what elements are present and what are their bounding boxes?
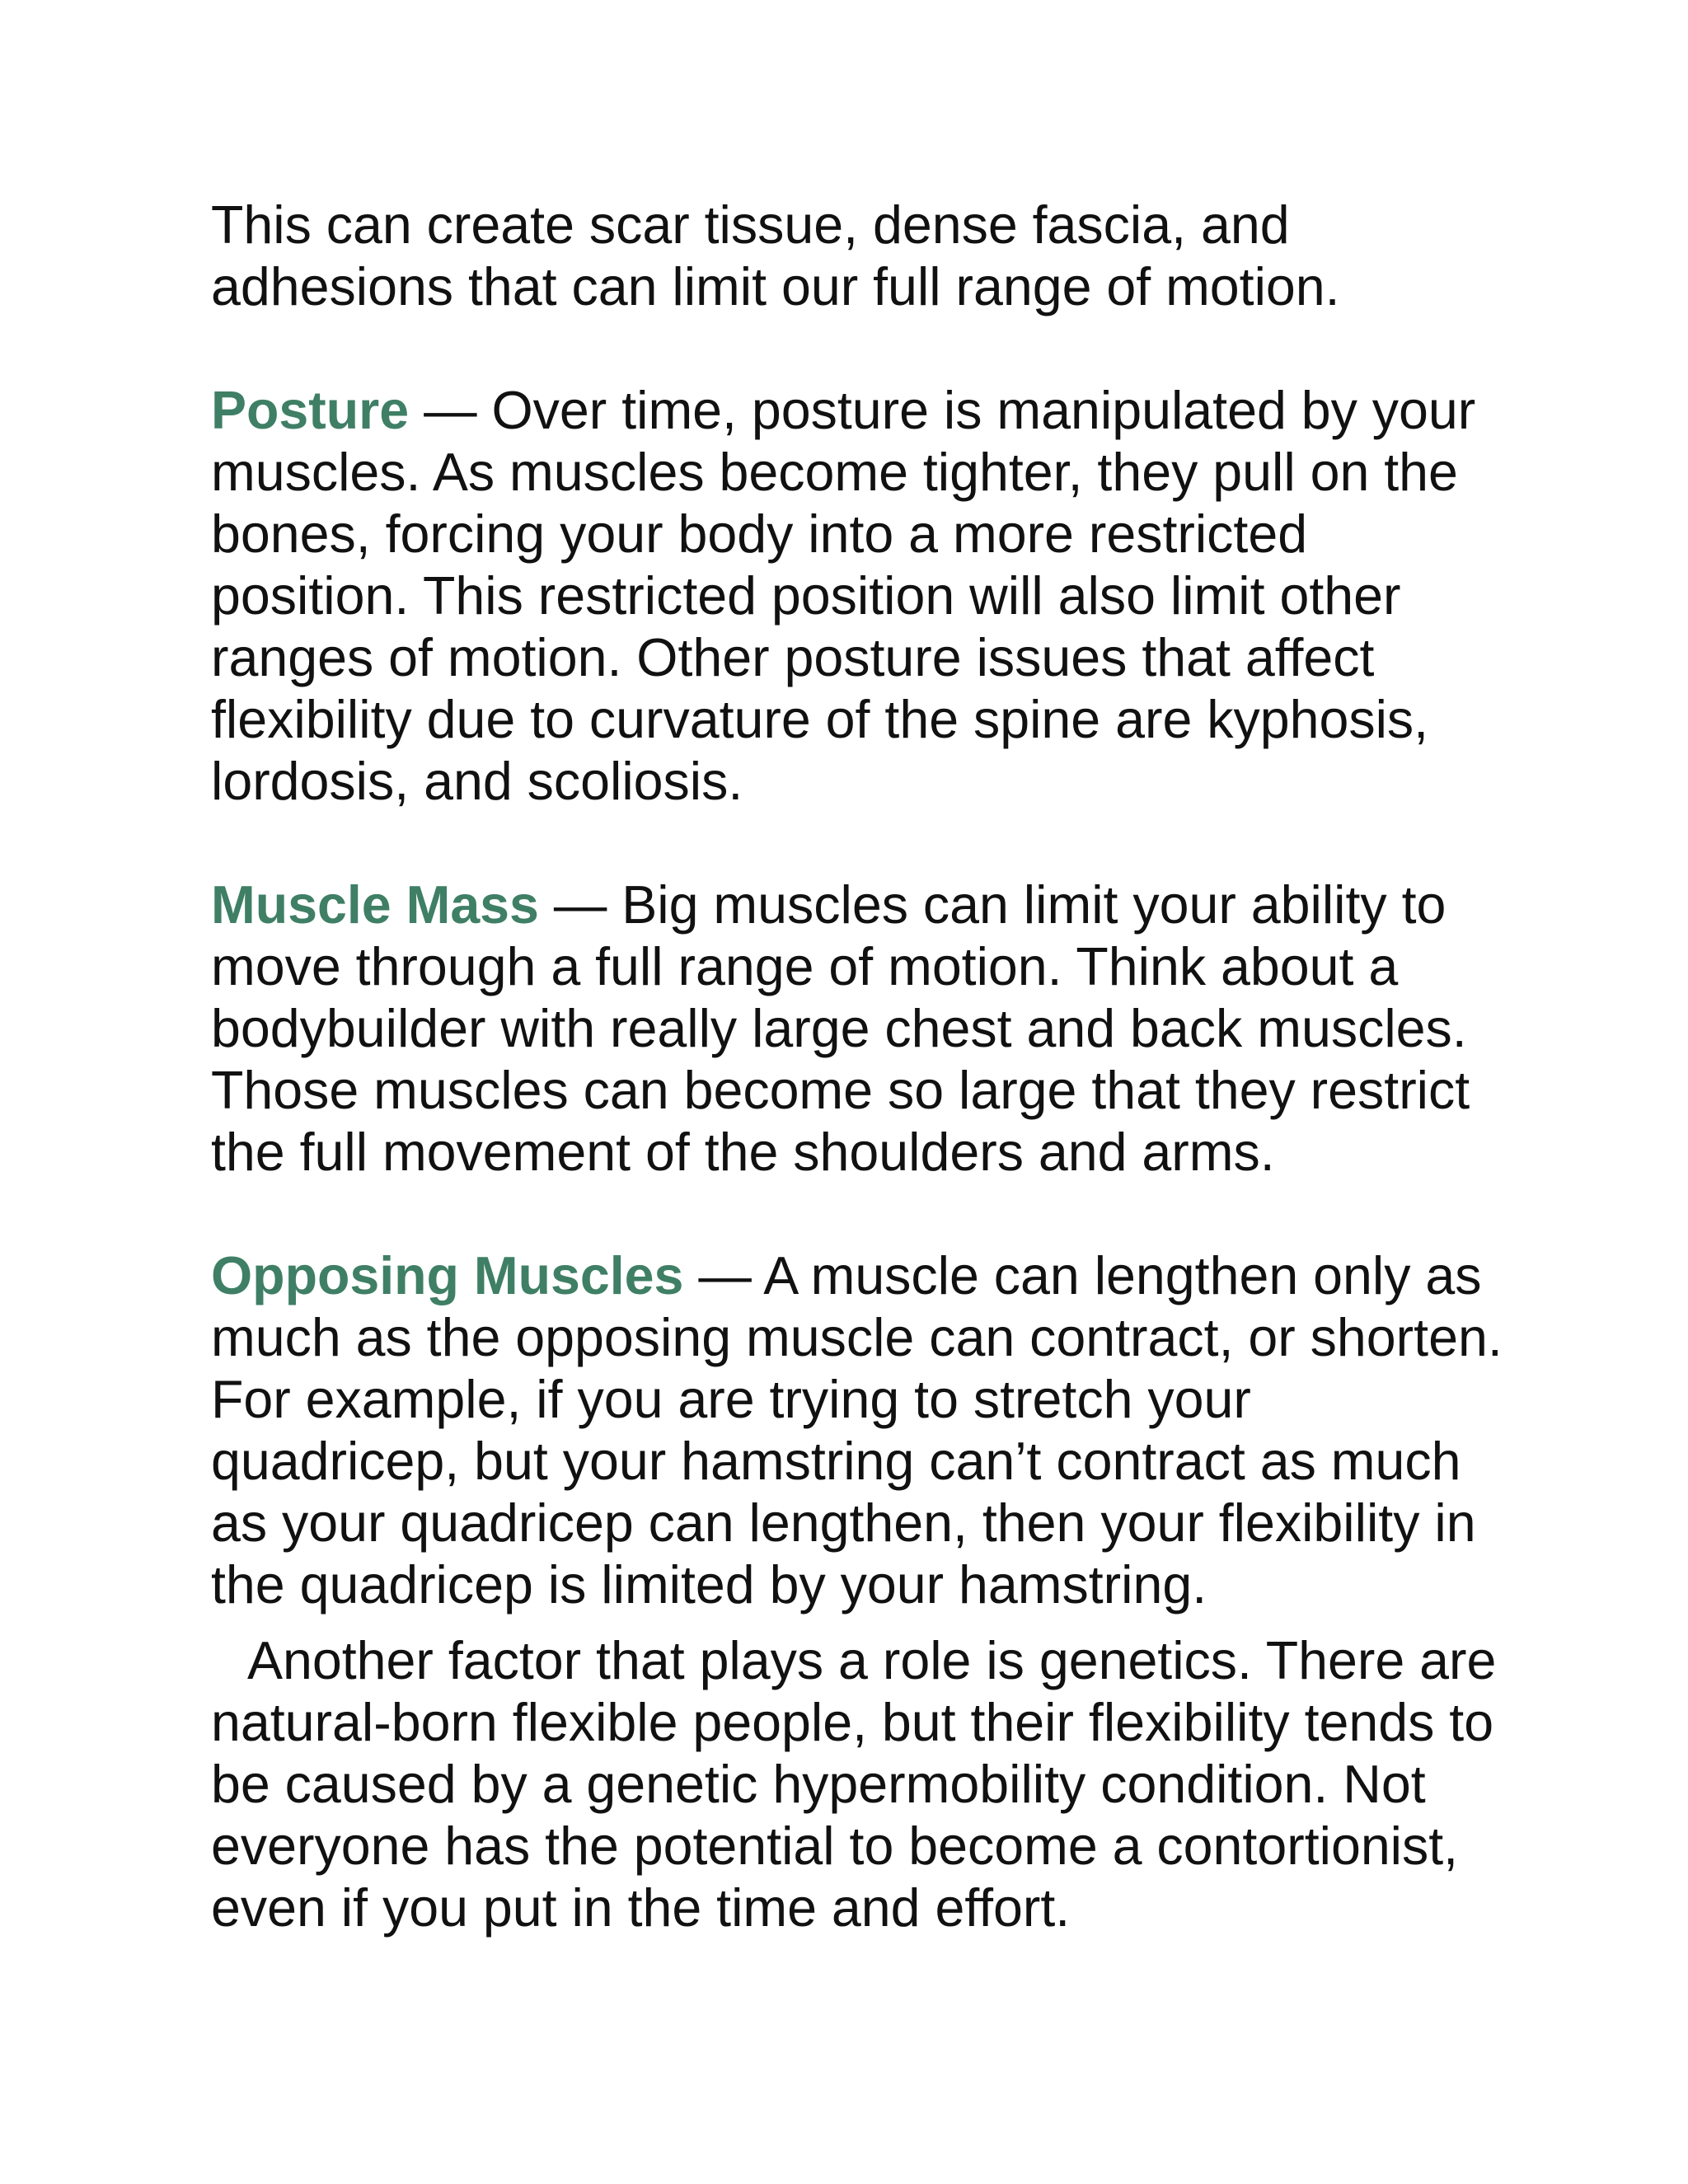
paragraph-text: — A muscle can lengthen only as much as the opposing muscle can contract, or shorten. For example, if you are trying to stretch your quadricep, but your hamstring can’t contract as much as your quadricep can lengthen, then your flexibility in the quadricep is limited by your hamstring. bbox=[211, 1246, 1503, 1615]
paragraph-muscle-mass bbox=[211, 874, 1513, 1183]
paragraph-scar-tissue bbox=[211, 194, 1513, 318]
term-opposing-muscles: Opposing Muscles bbox=[211, 1246, 684, 1305]
term-posture: Posture bbox=[211, 381, 410, 440]
paragraph-opposing-muscles bbox=[211, 1245, 1513, 1616]
text-column bbox=[211, 194, 1513, 1939]
paragraph-posture bbox=[211, 380, 1513, 813]
paragraph-text: This can create scar tissue, dense fascia, and adhesions that can limit our full range of motion. bbox=[211, 195, 1340, 316]
paragraph-genetics bbox=[211, 1630, 1513, 1939]
paragraph-text: Another factor that plays a role is genetics. There are natural-born flexible people, but their flexibility tends to be caused by a genetic hypermobility condition. Not everyone has the potential to become a contortionist, even if you put in the time and effort. bbox=[211, 1631, 1497, 1938]
term-muscle-mass: Muscle Mass bbox=[211, 875, 539, 935]
paragraph-text: — Big muscles can limit your ability to move through a full range of motion. Think about a bodybuilder with really large chest and back muscles. Those muscles can become so large that they restrict the full movement of the shoulders and arms. bbox=[211, 875, 1470, 1182]
paragraph-text: — Over time, posture is manipulated by your muscles. As muscles become tighter, they pull on the bones, forcing your body into a more restricted position. This restricted position will also limit other ranges of motion. Other posture issues that affect flexibility due to curvature of the spine are kyphosis, lordosis, and scoliosis. bbox=[211, 381, 1476, 811]
